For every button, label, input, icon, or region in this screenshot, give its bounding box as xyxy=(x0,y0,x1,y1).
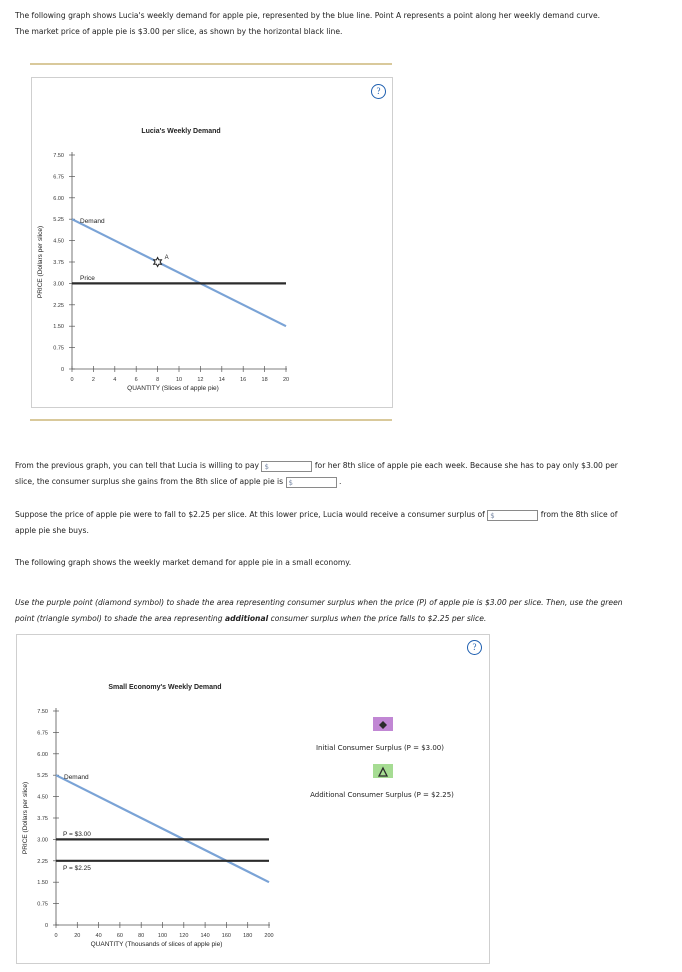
price-label: P = $3.00 xyxy=(63,831,91,838)
demand-label: Demand xyxy=(64,774,89,781)
y-axis-label: PRICE (Dollars per slice) xyxy=(37,225,44,299)
y-tick-label: 1.50 xyxy=(37,880,48,887)
x-tick-label: 20 xyxy=(74,933,81,939)
triangle-icon xyxy=(373,765,393,779)
y-tick-label: 6.00 xyxy=(53,195,64,202)
question-2-part2: from the 8th slice of apple pie she buys. xyxy=(15,510,618,535)
x-tick-label: 8 xyxy=(156,377,160,383)
y-tick-label: 3.75 xyxy=(53,260,64,266)
x-axis-label: QUANTITY (Slices of apple pie) xyxy=(127,385,219,392)
y-tick-label: 7.50 xyxy=(53,153,64,159)
x-tick-label: 4 xyxy=(113,377,117,383)
y-tick-label: 6.75 xyxy=(53,174,64,181)
x-tick-label: 40 xyxy=(95,933,102,939)
x-tick-label: 16 xyxy=(240,377,247,383)
instructions-part1: Use the purple point (diamond symbol) to shade the area representing consumer surplus when the price (P) of apple pie is $3.00 per slice. Then, use the green point (triangle symbol) to shade the area representing xyxy=(15,598,623,623)
initial-surplus-tool[interactable] xyxy=(373,717,393,731)
question-1-part2: for her 8th slice of apple pie each week. Because she has to pay only $3.00 per slice, the consumer surplus she gains from the 8th slice of apple pie is xyxy=(15,461,618,486)
x-tick-label: 140 xyxy=(200,933,210,939)
y-tick-label: 6.75 xyxy=(37,730,48,737)
additional-surplus-label: Additional Consumer Surplus (P = $2.25) xyxy=(310,791,454,799)
question-2-part1: Suppose the price of apple pie were to fall to $2.25 per slice. At this lower price, Lucia would receive a consumer surplus of xyxy=(15,510,485,519)
x-tick-label: 120 xyxy=(179,933,189,939)
y-tick-label: 2.25 xyxy=(53,302,64,309)
x-tick-label: 0 xyxy=(70,377,74,383)
y-tick-label: 7.50 xyxy=(37,709,48,715)
x-tick-label: 18 xyxy=(261,377,268,383)
y-tick-label: 3.00 xyxy=(53,281,64,288)
x-tick-label: 10 xyxy=(175,377,183,383)
y-tick-label: 5.25 xyxy=(53,217,64,224)
x-axis-label: QUANTITY (Thousands of slices of apple pie) xyxy=(90,941,223,948)
x-tick-label: 0 xyxy=(54,933,58,939)
x-tick-label: 100 xyxy=(157,933,168,939)
y-tick-label: 2.25 xyxy=(37,858,48,865)
initial-surplus-label: Initial Consumer Surplus (P = $3.00) xyxy=(315,744,444,752)
y-tick-label: 6.00 xyxy=(37,751,48,758)
help-icon-2[interactable]: ? xyxy=(467,640,482,655)
y-tick-label: 0 xyxy=(44,923,48,929)
y-tick-label: 0.75 xyxy=(53,345,64,352)
y-tick-label: 3.00 xyxy=(37,837,48,844)
y-tick-label: 4.50 xyxy=(53,238,64,245)
x-tick-label: 14 xyxy=(218,377,225,383)
instructions-bold: additional xyxy=(224,614,269,623)
x-tick-label: 80 xyxy=(138,933,145,939)
chart-title: Small Economy's Weekly Demand xyxy=(108,684,222,691)
y-tick-label: 3.75 xyxy=(37,816,48,822)
willing-to-pay-input[interactable]: $ xyxy=(261,461,312,472)
question-1-part3: . xyxy=(338,477,342,486)
x-tick-label: 160 xyxy=(221,933,231,939)
x-tick-label: 2 xyxy=(91,377,95,383)
x-tick-label: 20 xyxy=(282,377,290,383)
price-label: P = $2.25 xyxy=(63,865,91,872)
x-tick-label: 180 xyxy=(243,933,253,939)
price-label: Price xyxy=(80,275,95,282)
question-1-part1: From the previous graph, you can tell that Lucia is willing to pay xyxy=(15,461,260,470)
x-tick-label: 60 xyxy=(116,933,123,939)
chart-title: Lucia's Weekly Demand xyxy=(141,128,221,135)
instructions-part2: consumer surplus when the price falls to $2.25 per slice. xyxy=(268,614,487,623)
x-tick-label: 6 xyxy=(134,377,138,383)
y-tick-label: 0 xyxy=(60,367,64,373)
demand-label: Demand xyxy=(80,218,105,225)
x-tick-label: 12 xyxy=(197,377,204,383)
x-tick-label: 200 xyxy=(264,933,274,939)
y-tick-label: 5.25 xyxy=(37,773,48,780)
y-tick-label: 4.50 xyxy=(37,794,48,801)
y-axis-label: PRICE (Dollars per slice) xyxy=(22,781,29,855)
consumer-surplus-input[interactable]: $ xyxy=(286,477,337,488)
help-icon[interactable]: ? xyxy=(371,84,386,99)
point-a-label: A xyxy=(164,255,169,261)
y-tick-label: 0.75 xyxy=(37,901,48,908)
y-tick-label: 1.50 xyxy=(53,324,64,331)
market-intro: The following graph shows the weekly market demand for apple pie in a small economy. xyxy=(15,558,352,567)
lower-price-surplus-input[interactable]: $ xyxy=(487,510,538,521)
additional-surplus-tool[interactable] xyxy=(373,764,393,778)
diamond-icon xyxy=(373,718,393,732)
intro-text: The following graph shows Lucia's weekly demand for apple pie, represented by the blue line. Point A represents a point along her weekly demand curve. The market price of apple pie is $3.00 per slice, as shown by the horizontal black line. xyxy=(15,11,601,36)
